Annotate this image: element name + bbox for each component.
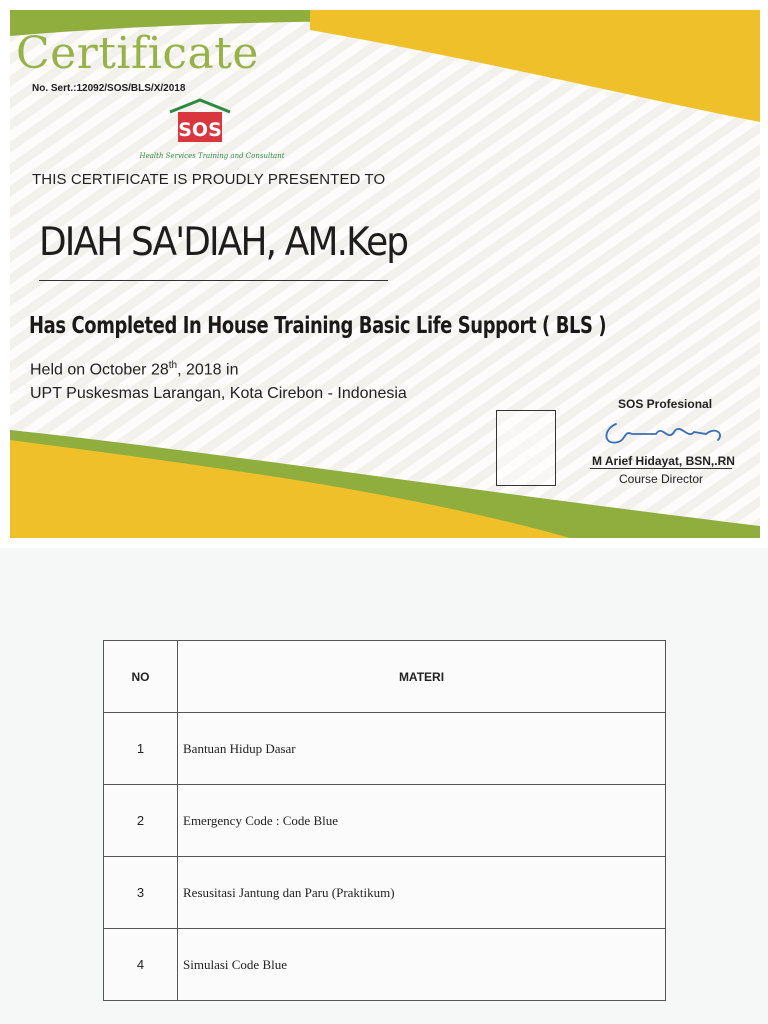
certificate-card <box>10 10 760 538</box>
table-row <box>104 929 666 1001</box>
organization-name: SOS Profesional <box>618 397 713 411</box>
photo-placeholder <box>496 410 556 486</box>
held-location: UPT Puskesmas Larangan, Kota Cirebon - Indonesia <box>30 385 407 402</box>
logo-tagline: Health Services Training and Consultant <box>139 152 285 160</box>
row-number: 2 <box>104 785 178 857</box>
certificate-title: Certificate <box>16 28 259 79</box>
certificate-number: No. Sert.:12092/SOS/BLS/X/2018 <box>32 83 186 94</box>
logo-letters: SOS <box>178 119 222 141</box>
row-materi: Bantuan Hidup Dasar <box>178 713 666 785</box>
sos-logo <box>139 96 285 162</box>
row-number: 3 <box>104 857 178 929</box>
completion-statement: Has Completed In House Training Basic Life Support ( BLS ) <box>29 313 607 339</box>
held-date <box>30 360 238 379</box>
table-header-row <box>104 641 666 713</box>
materi-table <box>103 640 666 1001</box>
row-materi: Simulasi Code Blue <box>178 929 666 1001</box>
row-number: 1 <box>104 713 178 785</box>
table-row <box>104 785 666 857</box>
presented-to-text: THIS CERTIFICATE IS PROUDLY PRESENTED TO <box>32 171 386 188</box>
held-date-prefix: Held on October 28 <box>30 361 169 379</box>
director-name: M Arief Hidayat, BSN,.RN <box>592 454 735 468</box>
row-materi: Emergency Code : Code Blue <box>178 785 666 857</box>
director-signature <box>596 412 736 450</box>
recipient-underline <box>39 280 388 281</box>
director-title: Course Director <box>619 472 704 486</box>
held-date-superscript: th <box>168 360 178 371</box>
recipient-name: DIAH SA'DIAH, AM.Kep <box>39 220 408 265</box>
column-header-no: NO <box>104 641 178 713</box>
table-row <box>104 857 666 929</box>
logo-roof-icon <box>170 100 230 112</box>
row-number: 4 <box>104 929 178 1001</box>
held-date-suffix: , 2018 in <box>177 361 239 379</box>
director-name-underline <box>590 468 732 469</box>
row-materi: Resusitasi Jantung dan Paru (Praktikum) <box>178 857 666 929</box>
table-row <box>104 713 666 785</box>
column-header-materi: MATERI <box>178 641 666 713</box>
